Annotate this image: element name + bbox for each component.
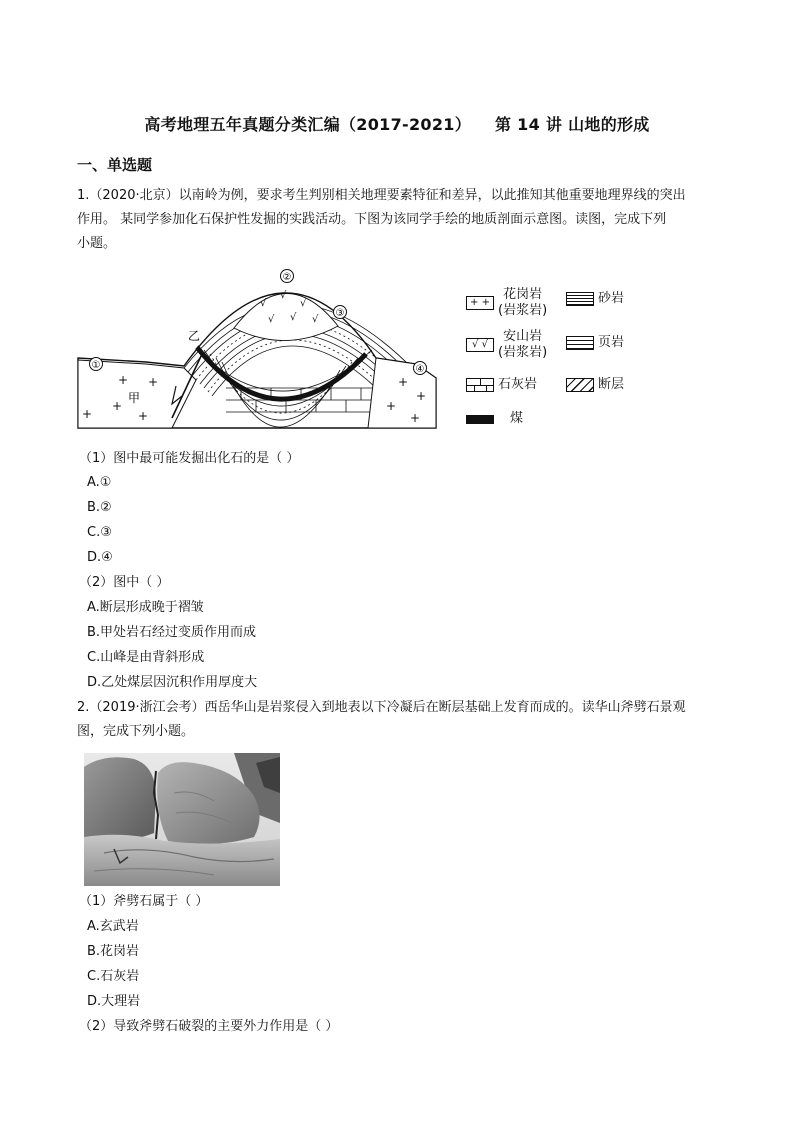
svg-text:+: + xyxy=(386,399,397,413)
label-p3: ③ xyxy=(335,308,345,319)
andesite-swatch: √ √ xyxy=(466,338,494,352)
q1-sub2-option-b[interactable]: B.甲处岩石经过变质作用而成 xyxy=(87,625,257,640)
legend-andesite-label: 安山岩 (岩浆岩) xyxy=(498,329,548,360)
geologic-cross-section xyxy=(76,268,438,432)
legend-shale-label: 页岩 xyxy=(598,335,625,350)
label-yi: 乙 xyxy=(188,329,201,343)
label-p2: ② xyxy=(282,272,292,283)
q1-sub1-option-b[interactable]: B.② xyxy=(87,500,112,515)
svg-text:+: + xyxy=(118,373,129,387)
split-rock-svg xyxy=(84,753,280,886)
svg-text:√: √ xyxy=(280,290,287,301)
q1-sub1-option-a[interactable]: A.① xyxy=(87,475,112,490)
q1-sub2-option-a[interactable]: A.断层形成晚于褶皱 xyxy=(87,600,204,615)
q2-sub1-option-a[interactable]: A.玄武岩 xyxy=(87,919,139,934)
svg-text:√: √ xyxy=(290,312,297,323)
label-p1: ① xyxy=(91,360,101,371)
q2-sub1-stem: （1）斧劈石属于（ ） xyxy=(79,894,209,909)
legend-coal-label: 煤 xyxy=(510,411,524,426)
q2-sub2-stem: （2）导致斧劈石破裂的主要外力作用是（ ） xyxy=(79,1019,339,1034)
legend-sandstone xyxy=(566,291,624,307)
title-lesson: 第 14 讲 山地的形成 xyxy=(495,115,650,134)
sandstone-swatch xyxy=(566,292,594,306)
svg-text:+: + xyxy=(112,399,123,413)
question-1-stem xyxy=(77,184,727,256)
legend-sandstone-label: 砂岩 xyxy=(598,291,625,306)
q1-sub2-option-c[interactable]: C.山峰是由背斜形成 xyxy=(87,650,205,665)
svg-text:√: √ xyxy=(268,314,275,325)
legend-granite xyxy=(466,287,547,319)
figure-legend xyxy=(466,283,646,433)
q1-sub2-option-d[interactable]: D.乙处煤层因沉积作用厚度大 xyxy=(87,675,258,690)
split-rock-photo xyxy=(84,753,280,886)
legend-shale xyxy=(566,335,624,351)
label-p4: ④ xyxy=(415,364,425,375)
granite-swatch: + + xyxy=(466,296,494,310)
svg-text:+: + xyxy=(410,411,421,425)
question-2-line-1: 2.（2019·浙江会考）西岳华山是岩浆侵入到地表以下冷凝后在断层基础上发育而成的。读华山斧劈石景观 xyxy=(77,700,686,715)
legend-coal xyxy=(466,411,523,427)
svg-text:√: √ xyxy=(300,298,307,309)
legend-andesite xyxy=(466,329,547,361)
coal-swatch xyxy=(466,415,494,424)
svg-text:+: + xyxy=(82,407,93,421)
legend-fault-label: 断层 xyxy=(598,377,625,392)
question-2-line-2: 图，完成下列小题。 xyxy=(77,724,195,739)
svg-text:√: √ xyxy=(312,314,319,325)
svg-text:+: + xyxy=(138,409,149,423)
question-1-line-3: 小题。 xyxy=(77,236,117,251)
question-1-line-1: 1.（2020·北京）以南岭为例，要求考生判别相关地理要素特征和差异，以此推知其他重要地理界线的突出 xyxy=(77,188,686,203)
q1-sub2-stem: （2）图中（ ） xyxy=(79,575,170,590)
label-jia: 甲 xyxy=(128,391,141,405)
q2-sub1-option-b[interactable]: B.花岗岩 xyxy=(87,944,140,959)
q1-sub1-option-d[interactable]: D.④ xyxy=(87,550,113,565)
q1-sub1-stem: （1）图中最可能发掘出化石的是（ ） xyxy=(79,451,300,466)
q2-sub1-option-d[interactable]: D.大理岩 xyxy=(87,994,141,1009)
q1-sub1-option-c[interactable]: C.③ xyxy=(87,525,112,540)
legend-limestone xyxy=(466,377,537,393)
svg-text:+: + xyxy=(148,375,159,389)
svg-text:√: √ xyxy=(260,298,267,309)
cross-section-svg xyxy=(76,268,438,432)
fault-swatch xyxy=(566,378,594,392)
legend-granite-label: 花岗岩 (岩浆岩) xyxy=(498,287,548,318)
question-1-line-2: 作用。 某同学参加化石保护性发掘的实践活动。下图为该同学手绘的地质剖面示意图。读图，完成下列 xyxy=(77,212,667,227)
page-title xyxy=(0,112,794,135)
legend-limestone-label: 石灰岩 xyxy=(498,377,538,392)
svg-text:+: + xyxy=(398,375,409,389)
section-heading: 一、单选题 xyxy=(77,156,153,174)
title-main: 高考地理五年真题分类汇编（2017-2021） xyxy=(144,115,472,134)
legend-fault xyxy=(566,377,624,393)
limestone-swatch xyxy=(466,378,494,392)
svg-text:+: + xyxy=(416,389,427,403)
q2-sub1-option-c[interactable]: C.石灰岩 xyxy=(87,969,140,984)
shale-swatch xyxy=(566,336,594,350)
question-2-stem xyxy=(77,696,727,744)
